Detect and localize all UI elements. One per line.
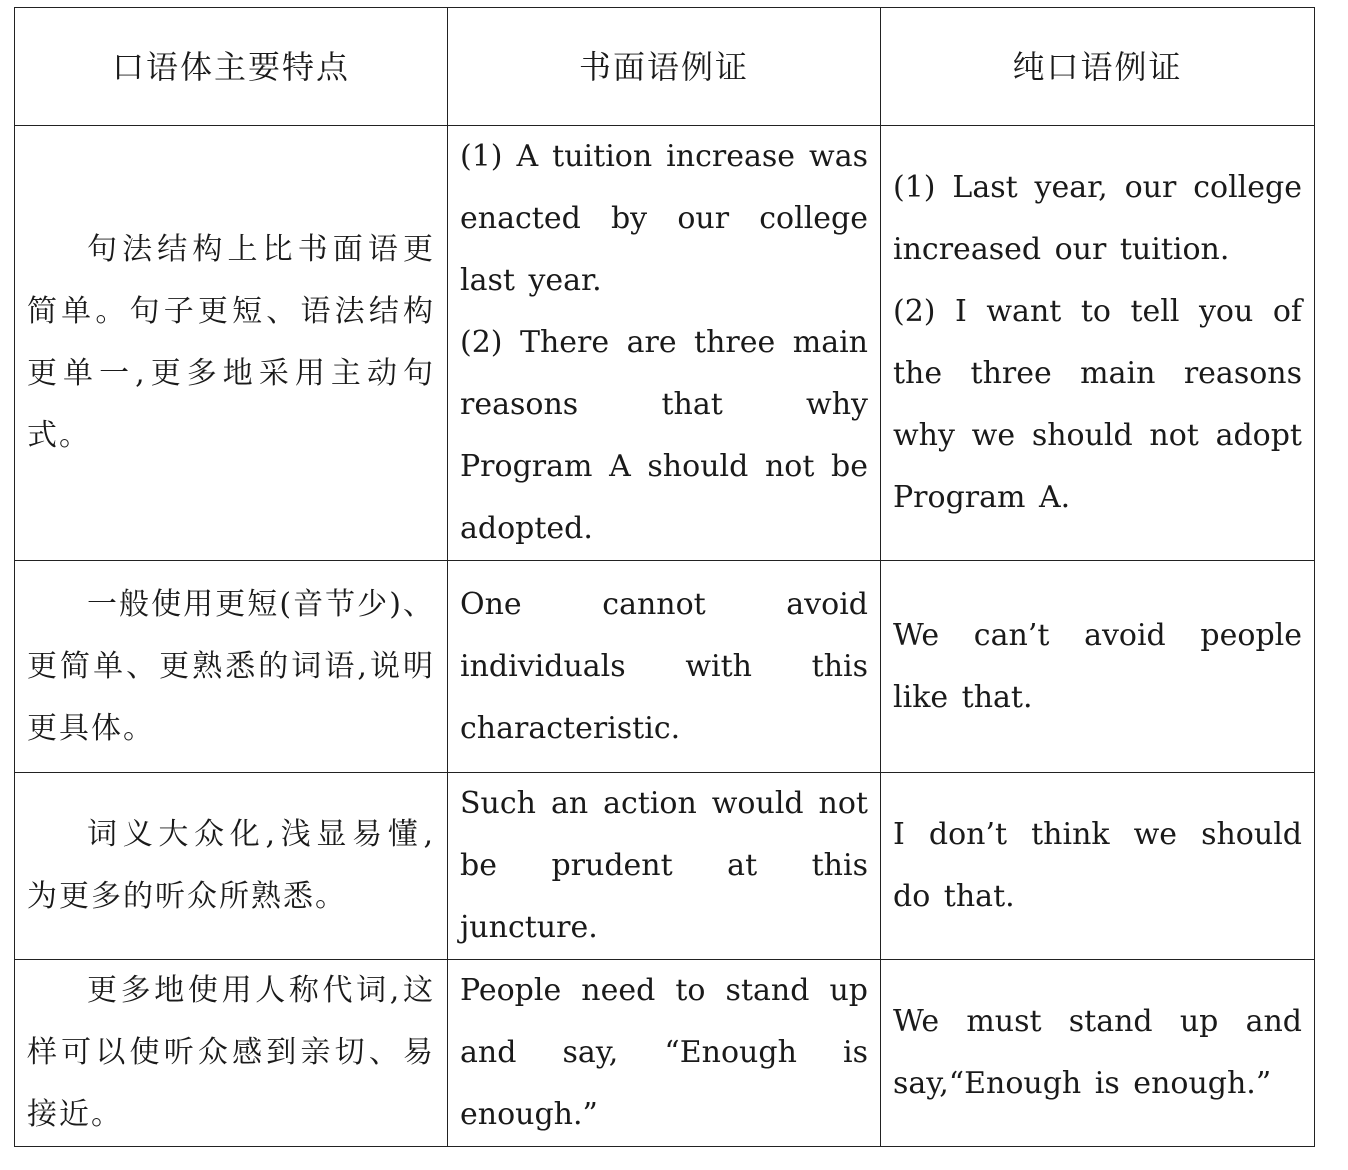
spoken-example: (1) Last year, our college increased our tuition. xyxy=(893,170,1302,267)
table-header-row xyxy=(15,8,1315,126)
spoken-example: We can’t avoid people like that. xyxy=(893,617,1302,715)
written-example-cell xyxy=(448,960,881,1147)
spoken-example-cell xyxy=(881,960,1315,1147)
written-example-cell xyxy=(448,126,881,561)
table-row xyxy=(15,960,1315,1147)
written-example: Such an action would not be prudent at this juncture. xyxy=(460,786,868,945)
spoken-example: I don’t think we should do that. xyxy=(893,817,1302,914)
header-spoken-examples: 纯口语例证 xyxy=(881,8,1315,126)
spoken-example-cell xyxy=(881,561,1315,773)
feature-cell: 句法结构上比书面语更简单。句子更短、语法结构更单一,更多地采用主动句式。 xyxy=(15,126,448,561)
written-example: One cannot avoid individuals with this characteristic. xyxy=(460,586,868,746)
spoken-example-cell xyxy=(881,126,1315,561)
table-row xyxy=(15,561,1315,773)
written-example: People need to stand up and say, “Enough is enough.” xyxy=(460,973,868,1132)
spoken-example: We must stand up and say,“Enough is enough.” xyxy=(893,1004,1302,1101)
written-example: (2) There are three main reasons that why Program A should not be adopted. xyxy=(460,325,868,546)
header-features: 口语体主要特点 xyxy=(15,8,448,126)
table-row xyxy=(15,773,1315,960)
spoken-example: (2) I want to tell you of the three main reasons why we should not adopt Program A. xyxy=(893,294,1302,515)
feature-cell: 一般使用更短(音节少)、更简单、更熟悉的词语,说明更具体。 xyxy=(15,561,448,773)
written-example: (1) A tuition increase was enacted by our college last year. xyxy=(460,139,868,298)
header-written-examples: 书面语例证 xyxy=(448,8,881,126)
feature-cell: 更多地使用人称代词,这样可以使听众感到亲切、易接近。 xyxy=(15,960,448,1147)
table-row xyxy=(15,126,1315,561)
spoken-example-cell xyxy=(881,773,1315,960)
comparison-table xyxy=(14,7,1315,1147)
written-example-cell xyxy=(448,561,881,773)
written-example-cell xyxy=(448,773,881,960)
feature-cell: 词义大众化,浅显易懂, 为更多的听众所熟悉。 xyxy=(15,773,448,960)
